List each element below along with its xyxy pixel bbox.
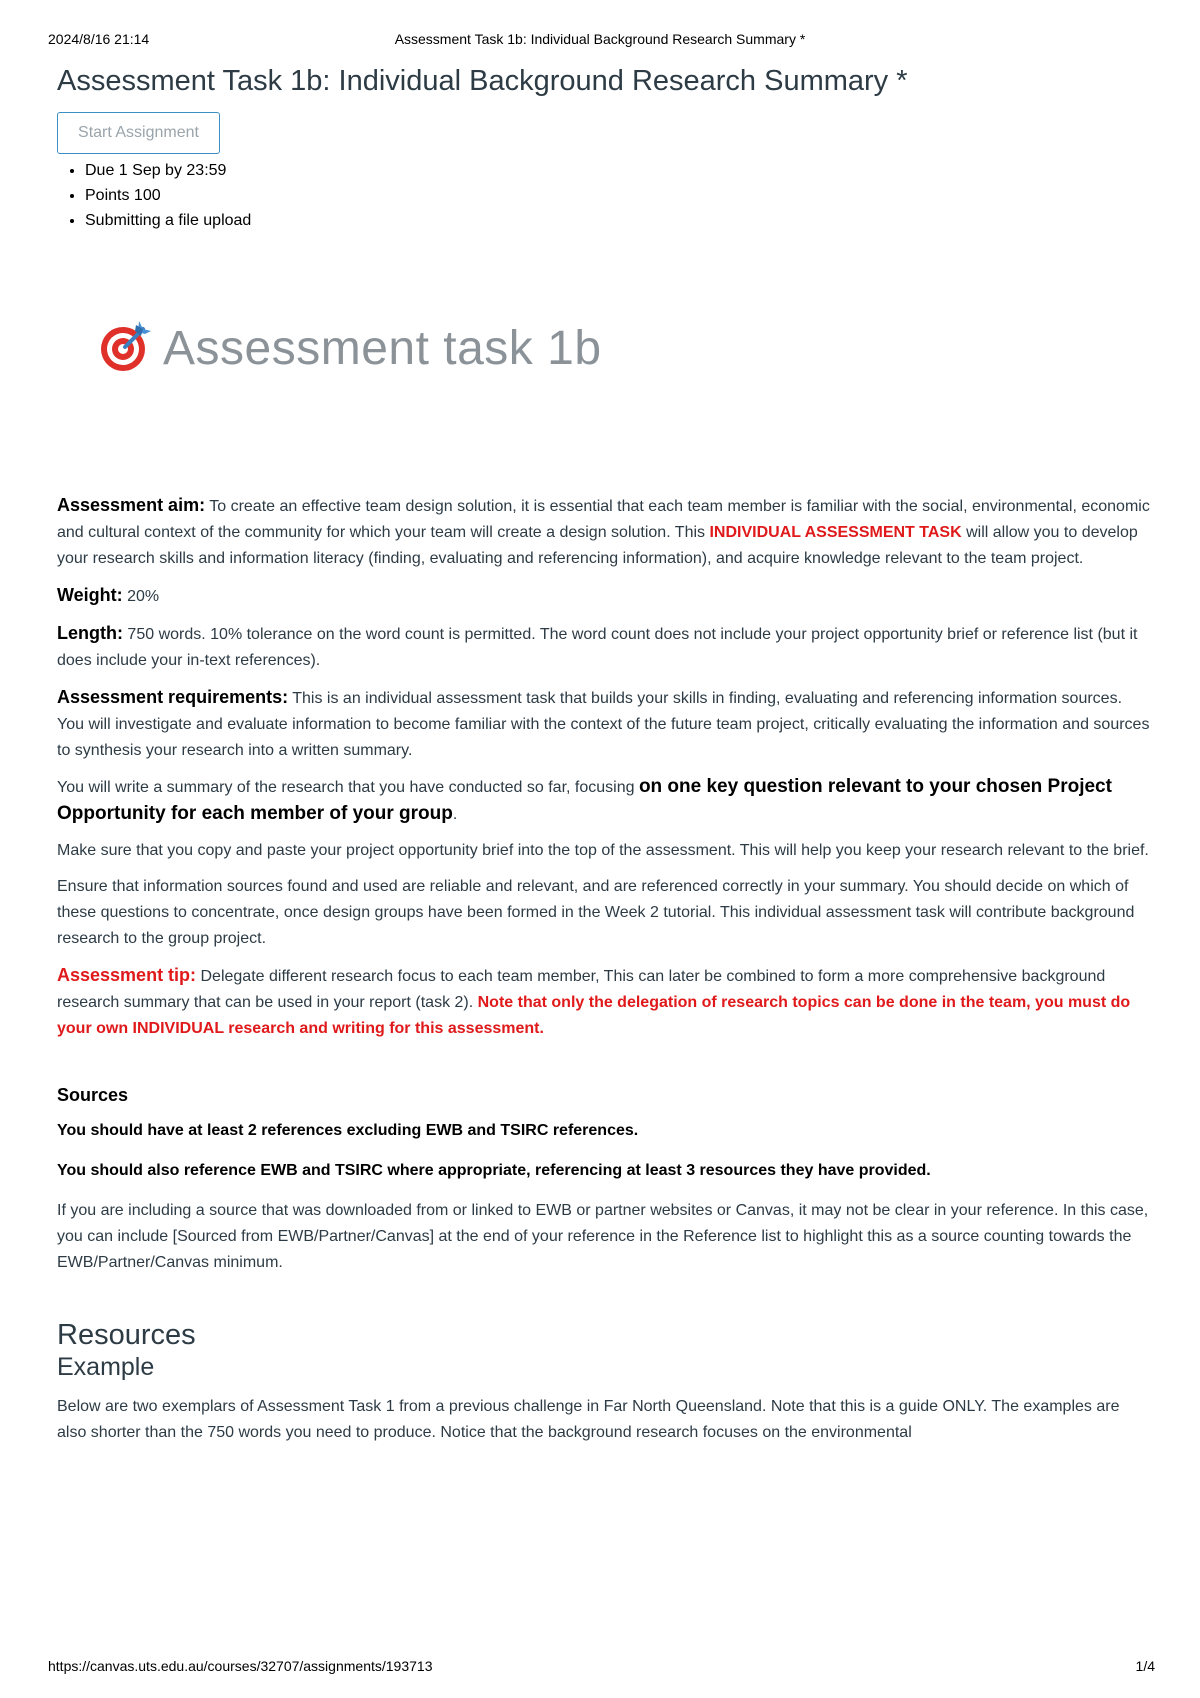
weight-value: 20%	[122, 587, 160, 605]
aim-text: To create an effective team design solution, it is essential that each team member is familiar with the social, environmental, economic and cultural context of the community for which your team will create a design solution. This	[57, 497, 1150, 541]
aim-label: Assessment aim:	[57, 494, 206, 515]
submission-type: • Submitting a file upload	[85, 208, 1152, 233]
resources-heading: Resources	[57, 1318, 196, 1351]
length-label: Length:	[57, 622, 123, 643]
tip-label: Assessment tip:	[57, 964, 197, 985]
sources-heading: Sources	[57, 1084, 129, 1105]
banner-title: Assessment task 1b	[163, 322, 602, 376]
ensure-paragraph: Ensure that information sources found and used are reliable and relevant, and are referenced correctly in your summary. You should decide on which of these questions to concentrate, once design groups have been formed in the Week 2 tutorial. This individual assessment task will contribute background research to the group project.	[57, 877, 1135, 947]
length-text: 750 words. 10% tolerance on the word count is permitted. The word count does not include your project opportunity brief or reference list (but it does include your in-text references).	[57, 625, 1138, 669]
target-icon	[97, 317, 155, 380]
banner	[97, 316, 1152, 382]
aim-paragraph	[57, 492, 1152, 572]
page-title: Assessment Task 1b: Individual Background Research Summary *	[57, 65, 908, 97]
print-timestamp: 2024/8/16 21:14	[48, 31, 150, 47]
sources-note: If you are including a source that was downloaded from or linked to EWB or partner websites or Canvas, it may not be clear in your reference. In this case, you can include [Sourced from EWB/Partner/Canvas] at the end of your reference in the Reference list to highlight this as a source counting towards the EWB/Partner/Canvas minimum.	[57, 1201, 1149, 1271]
copy-paragraph: Make sure that you copy and paste your project opportunity brief into the top of the assessment. This will help you keep your research relevant to the brief.	[57, 841, 1149, 859]
requirements-text: This is an individual assessment task that builds your skills in finding, evaluating and referencing information sources. You will investigate and evaluate information to become familiar with the context of the future team project, critically evaluating the information and sources to synthesis your research into a written summary.	[57, 689, 1150, 759]
assignment-description	[57, 492, 1152, 1446]
assignment-details	[57, 158, 1152, 233]
print-page-number: 1/4	[1135, 1658, 1155, 1674]
requirements-label: Assessment requirements:	[57, 686, 289, 707]
print-header-title: Assessment Task 1b: Individual Background Research Summary *	[394, 31, 806, 47]
sources-requirement-2: You should also reference EWB and TSIRC where appropriate, referencing at least 3 resources they have provided.	[57, 1161, 931, 1179]
start-assignment-button[interactable]: Start Assignment	[57, 112, 220, 154]
example-paragraph: Below are two exemplars of Assessment Task 1 from a previous challenge in Far North Queensland. Note that this is a guide ONLY. The examples are also shorter than the 750 words you need to produce. Notice that the background research focuses on the environmental	[57, 1397, 1120, 1441]
aim-highlight: INDIVIDUAL ASSESSMENT TASK	[709, 523, 962, 541]
example-heading: Example	[57, 1352, 155, 1381]
summary-paragraph	[57, 774, 1152, 828]
due-date: • Due 1 Sep by 23:59	[85, 158, 1152, 183]
weight-paragraph	[57, 582, 1152, 610]
tip-warning: Note that only the delegation of research topics can be done in the team, you must do your own INDIVIDUAL research and writing for this assessment.	[57, 993, 1131, 1037]
length-paragraph	[57, 620, 1152, 674]
assignment-content	[57, 64, 1152, 1456]
points: • Points 100	[85, 183, 1152, 208]
weight-label: Weight:	[57, 584, 123, 605]
sources-requirement-1: You should have at least 2 references excluding EWB and TSIRC references.	[57, 1121, 639, 1139]
summary-text: You will write a summary of the research that you have conducted so far, focusing	[57, 778, 639, 796]
tip-paragraph	[57, 962, 1152, 1042]
aim-text-cont: will allow you to develop your research skills and information literacy (finding, evaluating and referencing information), and acquire knowledge relevant to the team project.	[57, 523, 1138, 567]
tip-text: Delegate different research focus to each team member, This can later be combined to form a more comprehensive background research summary that can be used in your report (task 2).	[57, 967, 1106, 1011]
summary-bold: on one key question relevant to your chosen Project Opportunity for each member of your group	[57, 775, 1112, 824]
print-footer-url: https://canvas.uts.edu.au/courses/32707/assignments/193713	[48, 1658, 433, 1674]
requirements-paragraph	[57, 684, 1152, 764]
summary-end: .	[452, 805, 458, 823]
